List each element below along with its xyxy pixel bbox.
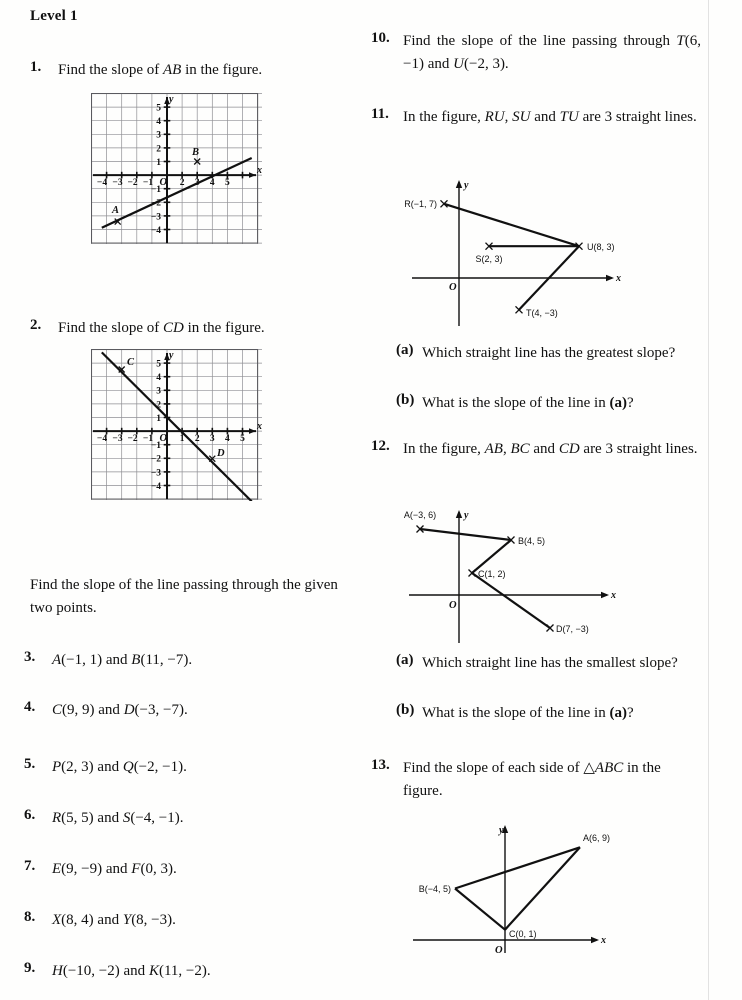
question-12-part-b-label: (b) (396, 702, 415, 718)
question-10-text: Find the slope of the line passing through T(6, −1) and U(−2, 3). (403, 33, 701, 72)
figure-11-origin-label: O (449, 282, 457, 293)
question-12-part-b-text: What is the slope of the line in (a)? (422, 705, 634, 721)
svg-text:4: 4 (225, 434, 230, 444)
question-10-number: 10. (371, 30, 390, 46)
question-13-text: Find the slope of each side of △ABC in the figure. (403, 760, 661, 799)
figure-12-x-axis-label: x (611, 590, 616, 601)
question-5 (24, 756, 354, 779)
svg-text:−1: −1 (150, 185, 161, 196)
figure-1-point-label-B: B (192, 147, 200, 158)
figure-2-y-axis-label: y (169, 350, 174, 361)
question-11-part-b-text: What is the slope of the line in (a)? (422, 395, 634, 411)
question-8-text: X(8, 4) and Y(8, −3). (52, 912, 176, 928)
svg-text:−1: −1 (142, 434, 154, 444)
question-11-number: 11. (371, 106, 389, 122)
question-12-text: In the figure, AB, BC and CD are 3 straight lines. (403, 441, 698, 457)
figure-13-segments (455, 847, 580, 929)
figure-2-line-CD (102, 352, 252, 501)
svg-text:−1: −1 (142, 178, 154, 188)
question-6-text: R(5, 5) and S(−4, −1). (52, 810, 184, 826)
question-8-number: 8. (24, 909, 36, 925)
question-11 (371, 106, 701, 129)
svg-text:1: 1 (156, 413, 161, 424)
svg-text:1: 1 (156, 157, 161, 168)
question-4-text: C(9, 9) and D(−3, −7). (52, 702, 188, 718)
question-13 (371, 757, 701, 802)
svg-text:−3: −3 (112, 434, 123, 444)
svg-text:5: 5 (225, 178, 230, 188)
svg-text:−3: −3 (150, 468, 161, 479)
figure-11-point-markers (441, 200, 583, 313)
question-12-part-a-text: Which straight line has the smallest slope? (422, 655, 678, 671)
question-2-text: Find the slope of CD in the figure. (58, 320, 265, 336)
svg-text:1: 1 (179, 434, 185, 444)
question-1-number: 1. (30, 59, 42, 75)
svg-text:4: 4 (156, 117, 161, 128)
question-2 (30, 317, 350, 340)
figure-11-point-label-T: T(4, −3) (526, 308, 558, 318)
question-4-number: 4. (24, 699, 36, 715)
figure-1-point-label-A: A (112, 205, 120, 216)
question-1 (30, 59, 350, 82)
figure-12-ABCD (404, 500, 634, 648)
question-7-number: 7. (24, 858, 36, 874)
figure-13-x-axis-label: x (601, 935, 606, 946)
question-11-part-b-label: (b) (396, 392, 415, 408)
figure-13-segment-BC (455, 889, 505, 930)
figure-11-x-axis-label: x (616, 273, 621, 284)
figure-13-point-label-B: B(−4, 5) (418, 884, 451, 894)
figure-11-RSTU (404, 168, 634, 330)
figure-2-x-axis-label: x (257, 421, 262, 432)
svg-text:−3: −3 (112, 178, 123, 188)
figure-12-segment-AB (420, 529, 511, 540)
question-1-text: Find the slope of AB in the figure. (58, 62, 263, 78)
svg-text:4: 4 (209, 178, 215, 188)
svg-text:−3: −3 (150, 212, 161, 223)
figure-13-point-label-A: A(6, 9) (583, 833, 611, 843)
svg-text:−4: −4 (150, 225, 161, 236)
question-11-part-a-label: (a) (396, 342, 414, 358)
svg-text:−4: −4 (96, 434, 108, 444)
figure-1-x-axis-label: x (257, 165, 262, 176)
figure-1-ticks (107, 107, 243, 229)
figure-12-point-label-B: B(4, 5) (518, 536, 546, 546)
figure-12-segment-CD (472, 573, 550, 628)
question-12-part-a (396, 652, 701, 675)
figure-12-point-label-D: D(7, −3) (556, 624, 589, 634)
question-9-text: H(−10, −2) and K(11, −2). (52, 963, 211, 979)
svg-text:3: 3 (156, 130, 161, 141)
question-6 (24, 807, 354, 830)
question-12-part-b (396, 702, 701, 725)
question-12 (371, 438, 701, 461)
figure-11-point-label-U: U(8, 3) (587, 242, 615, 252)
figure-12-y-axis-label: y (464, 510, 469, 521)
figure-2-graph-CD (91, 349, 263, 501)
figure-1-origin-label: O (159, 177, 168, 188)
svg-text:−4: −4 (96, 178, 108, 188)
question-11-part-a (396, 342, 701, 365)
figure-11-point-label-S: S(2, 3) (475, 254, 503, 264)
svg-text:−2: −2 (150, 198, 161, 209)
question-3 (24, 649, 354, 672)
figure-1-graph-AB (91, 93, 263, 245)
svg-text:2: 2 (156, 400, 161, 411)
svg-text:2: 2 (179, 178, 185, 188)
figure-12-origin-label: O (449, 600, 457, 611)
figure-2-point-label-D: D (217, 448, 225, 459)
figure-2-gridlines (91, 349, 262, 500)
figure-11-segment-RU (444, 204, 579, 246)
svg-text:5: 5 (156, 103, 161, 114)
question-11-part-a-text: Which straight line has the greatest slope? (422, 345, 676, 361)
question-4 (24, 699, 354, 722)
question-10 (371, 30, 701, 75)
question-9 (24, 960, 354, 983)
question-11-part-b (396, 392, 701, 415)
question-3-text: A(−1, 1) and B(11, −7). (52, 652, 193, 668)
figure-13-y-axis-label: y (499, 825, 504, 836)
figure-2-point-label-C: C (127, 357, 135, 368)
svg-text:−2: −2 (127, 434, 138, 444)
question-5-text: P(2, 3) and Q(−2, −1). (52, 759, 187, 775)
figure-13-origin-label: O (495, 945, 503, 955)
figure-13-triangle-ABC (411, 805, 641, 955)
question-2-number: 2. (30, 317, 42, 333)
svg-text:−2: −2 (127, 178, 138, 188)
figure-11-segments (444, 204, 579, 310)
svg-text:3: 3 (194, 178, 200, 188)
question-12-part-a-label: (a) (396, 652, 414, 668)
question-7-text: E(9, −9) and F(0, 3). (52, 861, 177, 877)
question-8 (24, 909, 354, 932)
svg-text:2: 2 (194, 434, 200, 444)
figure-11-point-label-R: R(−1, 7) (404, 199, 437, 209)
figure-12-point-label-A: A(−3, 6) (404, 510, 437, 520)
svg-text:4: 4 (156, 373, 161, 384)
question-6-number: 6. (24, 807, 36, 823)
right-column (371, 0, 742, 1000)
figure-1-line-AB (102, 158, 252, 228)
question-11-text: In the figure, RU, SU and TU are 3 straight lines. (403, 109, 697, 125)
figure-1-y-axis-label: y (169, 94, 174, 105)
figure-12-point-label-C: C(1, 2) (478, 569, 506, 579)
svg-text:3: 3 (156, 386, 161, 397)
question-7 (24, 858, 354, 881)
svg-text:5: 5 (156, 359, 161, 370)
slope-instruction: Find the slope of the line passing through the given two points. (30, 577, 338, 616)
svg-text:−2: −2 (150, 454, 161, 465)
question-5-number: 5. (24, 756, 36, 772)
svg-text:−4: −4 (150, 481, 161, 492)
figure-11-y-axis-label: y (464, 180, 469, 191)
question-9-number: 9. (24, 960, 36, 976)
svg-text:2: 2 (156, 144, 161, 155)
question-12-number: 12. (371, 438, 390, 454)
question-3-number: 3. (24, 649, 36, 665)
question-13-number: 13. (371, 757, 390, 773)
svg-text:−1: −1 (150, 441, 161, 452)
svg-text:3: 3 (209, 434, 215, 444)
svg-text:5: 5 (240, 434, 245, 444)
figure-2-origin-label: O (159, 433, 168, 444)
level-title: Level 1 (30, 8, 78, 24)
figure-13-point-label-C: C(0, 1) (509, 929, 537, 939)
